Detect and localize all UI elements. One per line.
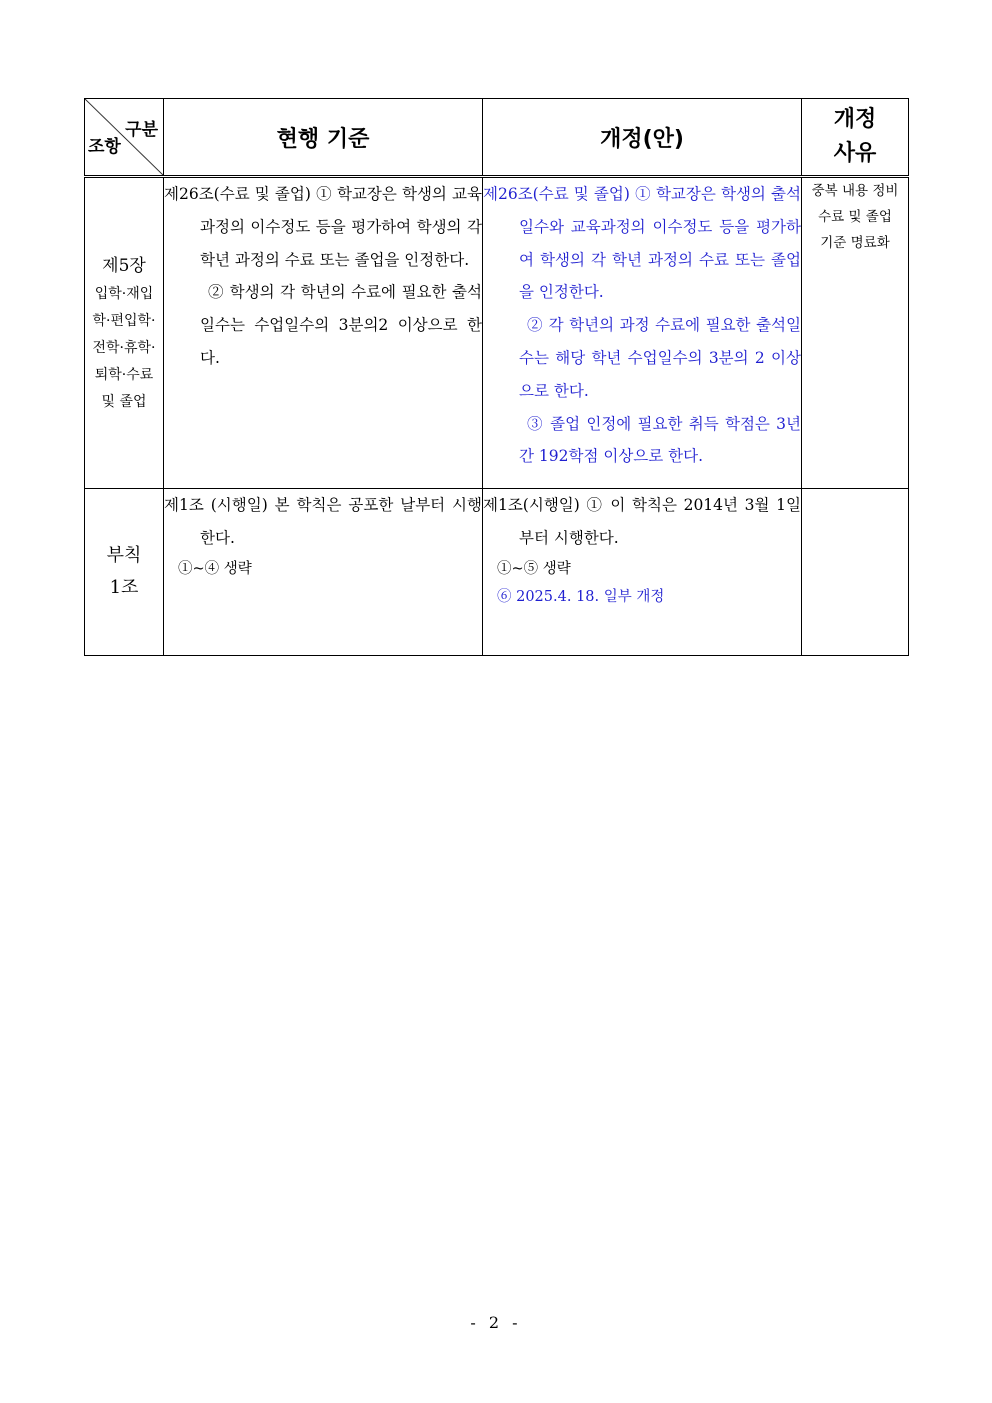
corner-header-cell (85, 99, 164, 177)
revision-paragraph: 제26조(수료 및 졸업) ① 학교장은 학생의 출석일수와 교육과정의 이수정도 등을 평가하여 학생의 각 학년 과정의 수료 또는 졸업을 인정한다. (483, 185, 801, 302)
table-row (85, 177, 909, 489)
article-line: 제5장 (102, 255, 146, 276)
header-row (85, 99, 909, 177)
reason-cell (802, 489, 909, 656)
reason-line: 기준 명료화 (820, 235, 890, 251)
revision-paragraph: 제1조(시행일) ① 이 학칙은 2014년 3월 1일부터 시행한다. (483, 496, 801, 547)
table-row (85, 489, 909, 656)
article-line: 전학·휴학· (92, 339, 156, 356)
reason-line: 중복 내용 정비 (811, 183, 899, 199)
header-revision: 개정(안) (483, 99, 802, 177)
article-line: 부칙 (106, 545, 142, 566)
revision-paragraph: ② 각 학년의 과정 수료에 필요한 출석일수는 해당 학년 수업일수의 3분의 2 이상으로 한다. (519, 316, 801, 400)
reason-line: 수료 및 졸업 (818, 209, 892, 225)
page-number: - 2 - (470, 1313, 522, 1332)
current-text-cell (164, 489, 483, 656)
article-line: 1조 (109, 577, 139, 598)
current-paragraph: ② 학생의 각 학년의 수료에 필요한 출석일수는 수업일수의 3분의2 이상으로 한다. (200, 283, 482, 367)
current-paragraph: 제26조(수료 및 졸업) ① 학교장은 학생의 교육과정의 이수정도 등을 평가하여 학생의 각 학년 과정의 수료 또는 졸업을 인정한다. (164, 185, 482, 269)
revision-amendment-note: ⑥ 2025.4. 18. 일부 개정 (497, 588, 665, 605)
article-line: 입학·재입 (94, 285, 154, 302)
revision-text-cell (483, 177, 802, 489)
header-reason-line1: 개정 (833, 107, 877, 132)
corner-label-article: 조항 (88, 137, 121, 157)
comparison-table (84, 98, 909, 656)
current-text-cell (164, 177, 483, 489)
article-line: 및 졸업 (101, 393, 147, 410)
revision-paragraph: ③ 졸업 인정에 필요한 취득 학점은 3년간 192학점 이상으로 한다. (519, 414, 801, 466)
article-line: 퇴학·수료 (94, 366, 154, 383)
revision-text-cell (483, 489, 802, 656)
current-omitted-note: ①~④ 생략 (178, 560, 252, 577)
article-line: 학·편입학· (92, 312, 156, 329)
reason-cell (802, 177, 909, 489)
article-cell (85, 489, 164, 656)
article-cell (85, 177, 164, 489)
header-reason-line2: 사유 (833, 141, 877, 166)
revision-omitted-note: ①~⑤ 생략 (497, 560, 571, 577)
corner-label-category: 구분 (125, 120, 158, 140)
current-paragraph: 제1조 (시행일) 본 학칙은 공포한 날부터 시행한다. (164, 496, 482, 547)
header-reason (802, 99, 909, 177)
header-current: 현행 기준 (164, 99, 483, 177)
